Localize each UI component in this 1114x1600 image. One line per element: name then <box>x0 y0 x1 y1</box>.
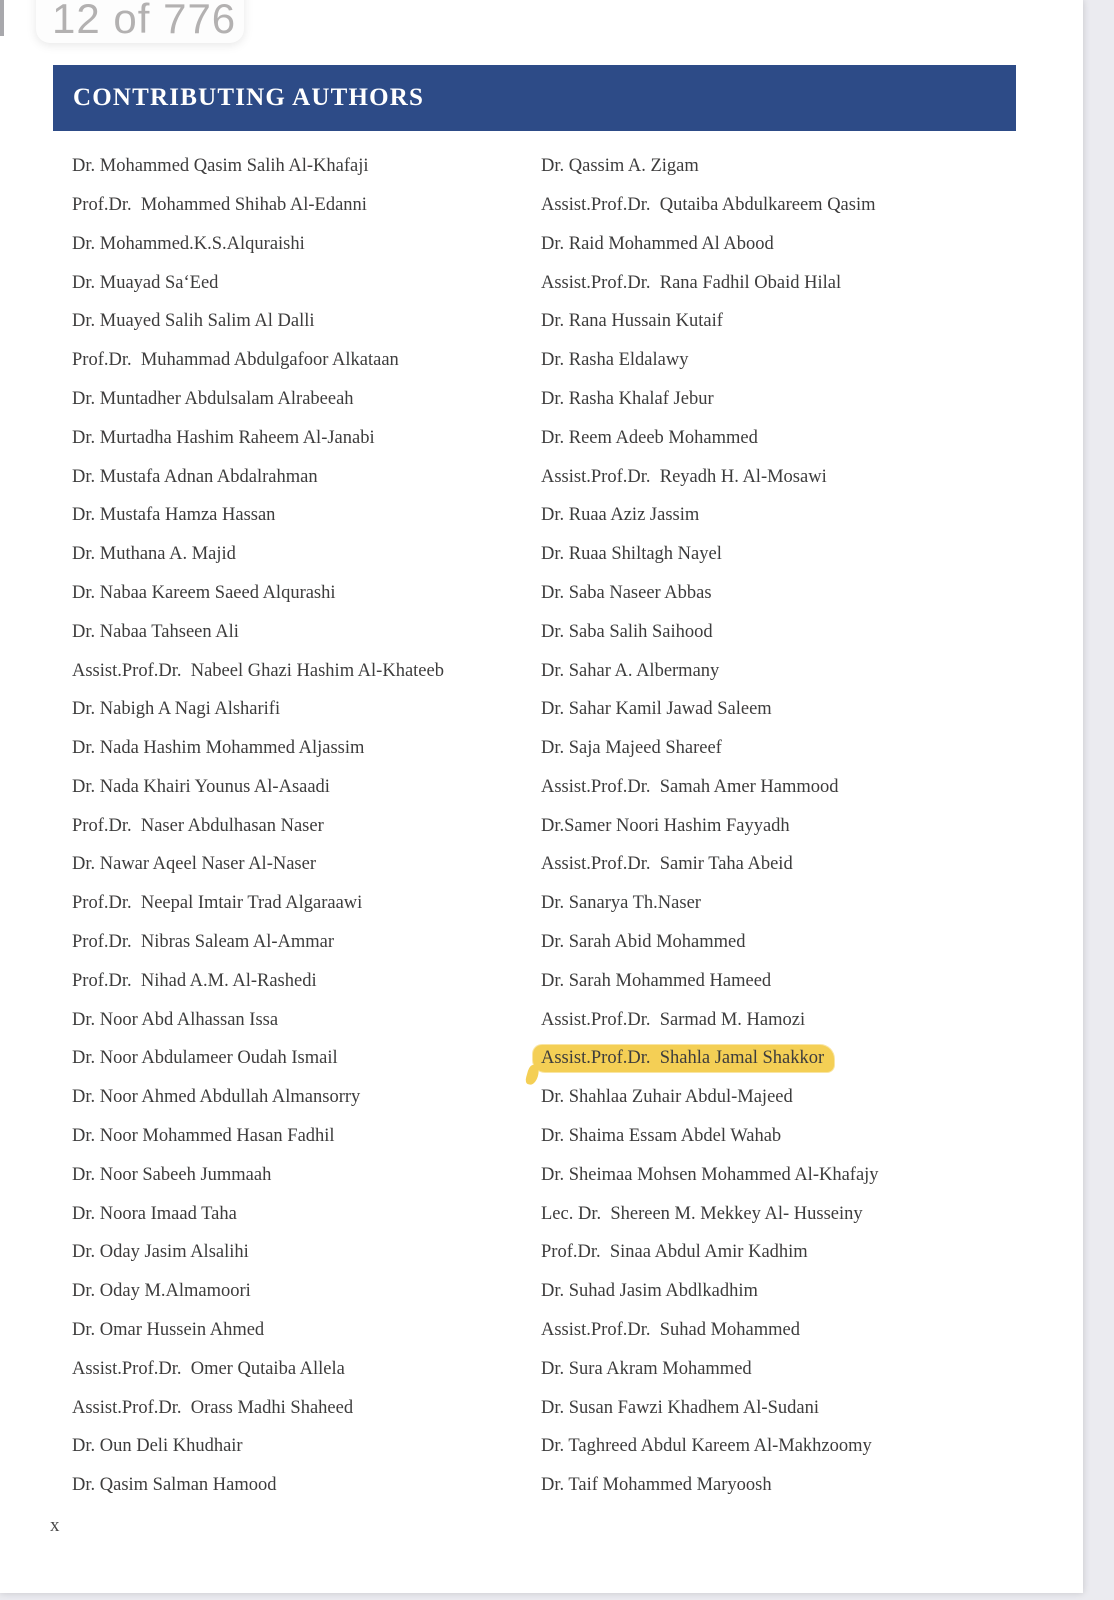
author-name: Dr. Oday M.Almamoori <box>72 1281 251 1302</box>
author-row <box>72 574 532 613</box>
author-row <box>72 729 532 768</box>
author-row <box>541 419 1101 458</box>
author-row <box>72 1233 532 1272</box>
author-row <box>72 613 532 652</box>
author-name: Assist.Prof.Dr. Samir Taha Abeid <box>541 854 793 875</box>
author-name: Dr. Murtadha Hashim Raheem Al-Janabi <box>72 427 375 448</box>
author-name-highlighted: Assist.Prof.Dr. Shahla Jamal Shakkor <box>533 1045 834 1073</box>
author-row <box>541 1156 1101 1195</box>
author-row <box>72 186 532 225</box>
section-header <box>53 65 1016 131</box>
author-name: Dr. Suhad Jasim Abdlkadhim <box>541 1281 758 1302</box>
author-name: Dr. Qasim Salman Hamood <box>72 1475 277 1496</box>
author-name: Prof.Dr. Muhammad Abdulgafoor Alkataan <box>72 350 399 371</box>
author-row <box>541 923 1101 962</box>
author-name: Dr. Saja Majeed Shareef <box>541 738 722 759</box>
author-row <box>72 535 532 574</box>
author-row <box>541 1350 1101 1389</box>
author-row <box>541 1311 1101 1350</box>
author-name: Assist.Prof.Dr. Orass Madhi Shaheed <box>72 1397 354 1418</box>
author-row <box>541 1389 1101 1428</box>
author-row <box>541 962 1101 1001</box>
author-name: Dr. Noora Imaad Taha <box>72 1203 237 1224</box>
author-name: Lec. Dr. Shereen M. Mekkey Al- Husseiny <box>541 1203 863 1224</box>
author-row <box>541 884 1101 923</box>
author-name: Assist.Prof.Dr. Sarmad M. Hamozi <box>541 1009 806 1030</box>
author-name: Dr. Taghreed Abdul Kareem Al-Makhzoomy <box>541 1436 872 1457</box>
author-row <box>72 1311 532 1350</box>
author-name: Dr. Nabigh A Nagi Alsharifi <box>72 699 281 720</box>
author-name: Dr. Muayad Sa‘Eed <box>72 272 219 293</box>
author-name: Assist.Prof.Dr. Samah Amer Hammood <box>541 776 839 797</box>
author-row <box>72 341 532 380</box>
author-row <box>541 496 1101 535</box>
author-row <box>72 1427 532 1466</box>
viewer-edge <box>0 0 4 36</box>
author-name: Dr. Sahar A. Albermany <box>541 660 720 681</box>
author-row <box>541 341 1101 380</box>
author-row <box>541 1466 1101 1505</box>
author-row <box>541 380 1101 419</box>
author-row <box>541 690 1101 729</box>
author-row <box>72 147 532 186</box>
author-row <box>72 496 532 535</box>
author-row <box>72 1001 532 1040</box>
author-name: Dr. Nada Khairi Younus Al-Asaadi <box>72 776 330 797</box>
author-name: Dr. Noor Abd Alhassan Issa <box>72 1009 279 1030</box>
author-name: Dr. Saba Naseer Abbas <box>541 582 712 603</box>
author-row <box>72 923 532 962</box>
author-name: Dr. Qassim A. Zigam <box>541 156 699 177</box>
author-row <box>541 1427 1101 1466</box>
author-name: Dr. Rasha Khalaf Jebur <box>541 388 714 409</box>
author-row <box>541 845 1101 884</box>
author-name: Dr. Sanarya Th.Naser <box>541 893 701 914</box>
author-row <box>541 1001 1101 1040</box>
author-name: Dr. Muayed Salih Salim Al Dalli <box>72 311 315 332</box>
author-name: Dr. Oday Jasim Alsalihi <box>72 1242 249 1263</box>
author-name: Dr. Oun Deli Khudhair <box>72 1436 243 1457</box>
author-name: Dr. Noor Mohammed Hasan Fadhil <box>72 1126 335 1147</box>
author-name: Prof.Dr. Nibras Saleam Al-Ammar <box>72 932 335 953</box>
author-name: Dr. Nabaa Tahseen Ali <box>72 621 239 642</box>
author-name: Dr. Muntadher Abdulsalam Alrabeeah <box>72 388 354 409</box>
authors-column-right <box>541 147 1101 1505</box>
author-row <box>72 1195 532 1234</box>
author-name: Dr. Nabaa Kareem Saeed Alqurashi <box>72 582 336 603</box>
page-number: x <box>50 1515 60 1536</box>
author-name: Dr. Sarah Mohammed Hameed <box>541 970 772 991</box>
author-name: Dr. Ruaa Aziz Jassim <box>541 505 700 526</box>
author-name: Dr. Susan Fawzi Khadhem Al-Sudani <box>541 1397 819 1418</box>
author-name: Assist.Prof.Dr. Qutaiba Abdulkareem Qasim <box>541 194 876 215</box>
author-name: Dr. Ruaa Shiltagh Nayel <box>541 544 722 565</box>
author-name: Dr. Sura Akram Mohammed <box>541 1358 752 1379</box>
author-name: Dr. Noor Ahmed Abdullah Almansorry <box>72 1087 361 1108</box>
author-row <box>541 1078 1101 1117</box>
author-name: Dr. Rana Hussain Kutaif <box>541 311 723 332</box>
author-name: Assist.Prof.Dr. Reyadh H. Al-Mosawi <box>541 466 827 487</box>
author-row <box>72 884 532 923</box>
author-name: Assist.Prof.Dr. Rana Fadhil Obaid Hilal <box>541 272 842 293</box>
author-row <box>72 1039 532 1078</box>
author-row <box>541 1272 1101 1311</box>
author-row <box>72 651 532 690</box>
author-row <box>72 1272 532 1311</box>
author-name: Dr. Sarah Abid Mohammed <box>541 932 746 953</box>
author-row <box>541 613 1101 652</box>
author-row <box>72 457 532 496</box>
author-row <box>72 302 532 341</box>
author-name: Assist.Prof.Dr. Omer Qutaiba Allela <box>72 1358 345 1379</box>
author-name: Dr.Samer Noori Hashim Fayyadh <box>541 815 790 836</box>
author-name: Dr. Omar Hussein Ahmed <box>72 1320 265 1341</box>
author-row <box>541 1117 1101 1156</box>
author-name: Dr. Shahlaa Zuhair Abdul-Majeed <box>541 1087 793 1108</box>
author-row <box>72 845 532 884</box>
author-row <box>72 1117 532 1156</box>
author-name: Dr. Mustafa Hamza Hassan <box>72 505 276 526</box>
author-row <box>72 1466 532 1505</box>
author-name: Dr. Mohammed.K.S.Alquraishi <box>72 233 305 254</box>
author-name: Dr. Noor Sabeeh Jummaah <box>72 1164 272 1185</box>
author-row <box>541 574 1101 613</box>
author-name: Dr. Sahar Kamil Jawad Saleem <box>541 699 772 720</box>
author-name: Dr. Taif Mohammed Maryoosh <box>541 1475 772 1496</box>
author-name: Dr. Rasha Eldalawy <box>541 350 689 371</box>
author-name: Prof.Dr. Neepal Imtair Trad Algaraawi <box>72 893 363 914</box>
author-name: Dr. Mustafa Adnan Abdalrahman <box>72 466 318 487</box>
author-row <box>541 535 1101 574</box>
author-row <box>541 1195 1101 1234</box>
author-row <box>72 225 532 264</box>
author-row <box>541 186 1101 225</box>
author-row <box>541 147 1101 186</box>
author-row <box>72 419 532 458</box>
author-name: Dr. Mohammed Qasim Salih Al-Khafaji <box>72 156 369 177</box>
author-row <box>72 768 532 807</box>
page-indicator <box>36 0 244 43</box>
author-row <box>541 1233 1101 1272</box>
author-name: Assist.Prof.Dr. Suhad Mohammed <box>541 1320 800 1341</box>
authors-column-left <box>72 147 532 1505</box>
section-title: CONTRIBUTING AUTHORS <box>73 84 425 111</box>
author-row-highlighted <box>541 1039 1101 1078</box>
author-name: Dr. Shaima Essam Abdel Wahab <box>541 1126 782 1147</box>
author-name: Dr. Noor Abdulameer Oudah Ismail <box>72 1048 338 1069</box>
author-row <box>541 263 1101 302</box>
author-name: Dr. Sheimaa Mohsen Mohammed Al-Khafajy <box>541 1164 879 1185</box>
author-row <box>541 457 1101 496</box>
author-name: Prof.Dr. Sinaa Abdul Amir Kadhim <box>541 1242 808 1263</box>
author-row <box>541 768 1101 807</box>
author-name: Dr. Raid Mohammed Al Abood <box>541 233 774 254</box>
author-name: Dr. Muthana A. Majid <box>72 544 236 565</box>
author-name: Dr. Nawar Aqeel Naser Al-Naser <box>72 854 317 875</box>
author-row <box>72 1389 532 1428</box>
author-row <box>72 690 532 729</box>
author-row <box>72 263 532 302</box>
page-indicator-text: 12 of 776 <box>52 0 237 42</box>
author-row <box>541 302 1101 341</box>
author-row <box>541 807 1101 846</box>
author-name: Dr. Saba Salih Saihood <box>541 621 713 642</box>
author-name: Prof.Dr. Mohammed Shihab Al-Edanni <box>72 194 367 215</box>
author-row <box>541 729 1101 768</box>
author-row <box>72 807 532 846</box>
author-row <box>72 1156 532 1195</box>
author-row <box>72 1350 532 1389</box>
author-name: Prof.Dr. Naser Abdulhasan Naser <box>72 815 324 836</box>
author-row <box>72 1078 532 1117</box>
author-row <box>72 380 532 419</box>
author-row <box>72 962 532 1001</box>
author-name: Dr. Reem Adeeb Mohammed <box>541 427 758 448</box>
author-name: Dr. Nada Hashim Mohammed Aljassim <box>72 738 365 759</box>
author-row <box>541 225 1101 264</box>
author-row <box>541 651 1101 690</box>
author-name: Prof.Dr. Nihad A.M. Al-Rashedi <box>72 970 317 991</box>
author-name: Assist.Prof.Dr. Nabeel Ghazi Hashim Al-Khateeb <box>72 660 444 681</box>
